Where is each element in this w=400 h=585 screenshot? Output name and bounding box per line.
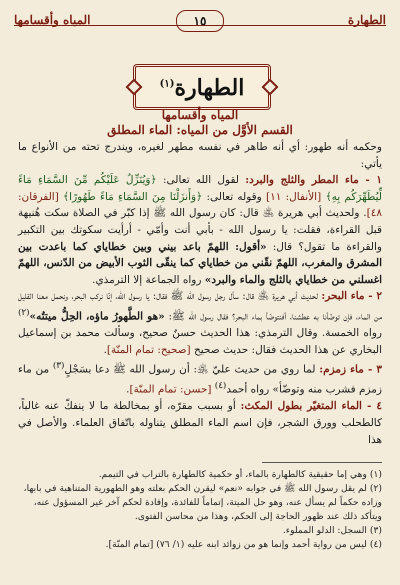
item-label: ٤ - الماء المتغيّر بطول المكث:	[240, 400, 382, 413]
chapter-title: الطهارة$^{(١)}$	[159, 75, 245, 102]
footnote-marker: (٣)	[52, 361, 65, 372]
verse-reference: [الفرقان: ٤٨]	[18, 190, 382, 220]
quran-verse: ﴿وَيُنَزِّلُ عَلَيْكُم مِّنَ السَّمَاءِ مَاءً لِّيُطَهِّرَكُم بِهِ﴾	[18, 174, 382, 203]
section-heading: القسم الأوَّل من المياه: الماء المطلق	[107, 123, 293, 137]
item-label: ٢ - ماء البحر:	[321, 290, 382, 303]
header-chapter-title: الطهارة	[347, 13, 386, 27]
quran-verse: ﴿وَأَنزَلْنَا مِنَ السَّمَاءِ مَاءً طَهُورًا﴾	[63, 190, 203, 203]
title-footnote-marker: (١)	[159, 79, 175, 90]
grading-reference: [حسن: تمام المنّة]	[129, 383, 212, 396]
page-number: ١٥	[176, 10, 224, 32]
footnote-marker: (٤)	[214, 381, 227, 392]
header-section-title: المياه وأقسامها	[14, 13, 91, 27]
footnote-marker: (٢)	[18, 307, 30, 318]
item-label: ١ - ماء المطر والثلج والبرد:	[245, 174, 382, 187]
footnote-1: (١) وهي إما حقيقية كالطهارة بالماء، أو حكمية كالطهارة بالتراب في التيمم.	[98, 469, 382, 480]
paragraph-rain-water: ١ - ماء المطر والثلج والبرد: لقول الله تعالى: ﴿وَيُنَزِّلُ عَلَيْكُم مِّنَ السَّمَاءِ مَاءً لِّيُطَهِّرَكُم بِهِ﴾ [الأنفال: ١١] وقوله تعالى: ﴿وَأَنزَلْنَا مِنَ السَّمَاءِ مَاءً طَهُورًا﴾ [الفرقان: ٤٨]. ولحديث أبي هريرة ﵁ قال: كان رسول الله ﷺ إذا كبّر في الصلاة سكت هُنيهة قبل القراءة، فقلت: يا رسول الله - بأبي أنت وأمّي - أرأيت سكوتك بين التكبير والقراءة ما تقول؟ قال: «أقول: اللهمّ باعد بيني وبين خطاياي كما باعدت بين المشرق والمغرب، اللهمّ نقّني من خطاياي كما ينقّى الثوب الأبيض من الدّنس، اللهمّ اغسلني من خطاياي بالثلج والماء والبرد» رواه الجماعة إلا الترمذي.	[18, 174, 382, 286]
footnotes	[18, 468, 382, 551]
grading-reference: [صحيح: تمام المنّة]	[106, 343, 191, 356]
chapter-subtitle: المياه وأقسامها	[161, 108, 239, 122]
footnote-2: (٢) لم يقل رسول الله ﷺ في جوابه «نعم» ليقرن الحكم بعلته وهو الطهورية المتناهية في بابها، وزاده حكماً لم يسأل عنه، وهو حل الميتة، إتماماً للفائدة، وإفادة لحكم آخر غير المسؤول عنه، ويتأكد ذلك عند ظهور الحاجة إلى الحكم، وهذا من محاسن الفتوى.	[23, 482, 382, 522]
paragraph-zamzam-water: ٣ - ماء زمزم: لما روي من حديث عليّ ﵁: أن رسول الله ﷺ دعا بسَجْلٍ$^{(٣)}$ من ماء زمزم فشرب منه وتوضّأ» رواه أحمد$^{(٤)}$ [حسن: تمام المنّة].	[18, 361, 383, 396]
main-text	[18, 139, 382, 448]
running-header	[14, 10, 386, 34]
paragraph-sea-water: ٢ - ماء البحر: لحديث أبي هريرة ﵁ قال: سأل رجل رسول الله ﷺ فقال: يا رسول الله، إنّا نركب البحر، ونحمل معنا القليل من الماء، فإن توضّأنا به عطشنا، أفنتوضّأ بماء البحر؟ فقال رسول الله ﷺ: «هو الطَّهورُ ماؤه، الحِلُّ ميتتُه»$^{(٢)}$ رواه الخمسة. وقال الترمذي: هذا الحديث حسنٌ صحيح، وسألت محمد بن إسماعيل البخاري عن هذا الحديث فقال: حديث صحيح [صحيح: تمام المنّة].	[18, 290, 382, 356]
verse-reference: [الأنفال: ١١]	[265, 190, 322, 203]
footnote-separator	[262, 462, 382, 463]
hadith-text: «هو الطَّهورُ ماؤه، الحِلُّ ميتتُه»	[29, 310, 165, 323]
paragraph-changed-water: ٤ - الماء المتغيّر بطول المكث: أو بسبب مقرّه، أو بمخالطة ما لا ينفكّ عنه غالباً، كالطحلب وورق الشجر، فإن اسم الماء المطلق يتناوله باتّفاق العلماء. والأصل في هذا	[18, 400, 382, 446]
header-rule	[14, 25, 386, 26]
footnote-4: (٤) ليس من رواية أحمد وإنما هو من زوائد ابنه عليه (١/ ٧٦) [تمام المنّة].	[105, 538, 382, 550]
intro-paragraph: وحكمه أنه طهور: أي أنه طاهر في نفسه مطهر لغيره، ويندرج تحته من الأنواع ما يأتي:	[18, 141, 382, 170]
footnote-3: (٣) السجل: الدلو المملوء.	[282, 524, 382, 536]
hadith-text: «أقول: اللهمّ باعد بيني وبين خطاياي كما باعدت بين المشرق والمغرب، اللهمّ نقّني من خطاياي كما ينقّى الثوب الأبيض من الدّنس، اللهمّ اغسلني من خطاياي بالثلج والماء والبرد»	[18, 240, 382, 286]
chapter-title-frame	[133, 64, 271, 110]
item-label: ٣ - ماء زمزم:	[319, 363, 383, 376]
